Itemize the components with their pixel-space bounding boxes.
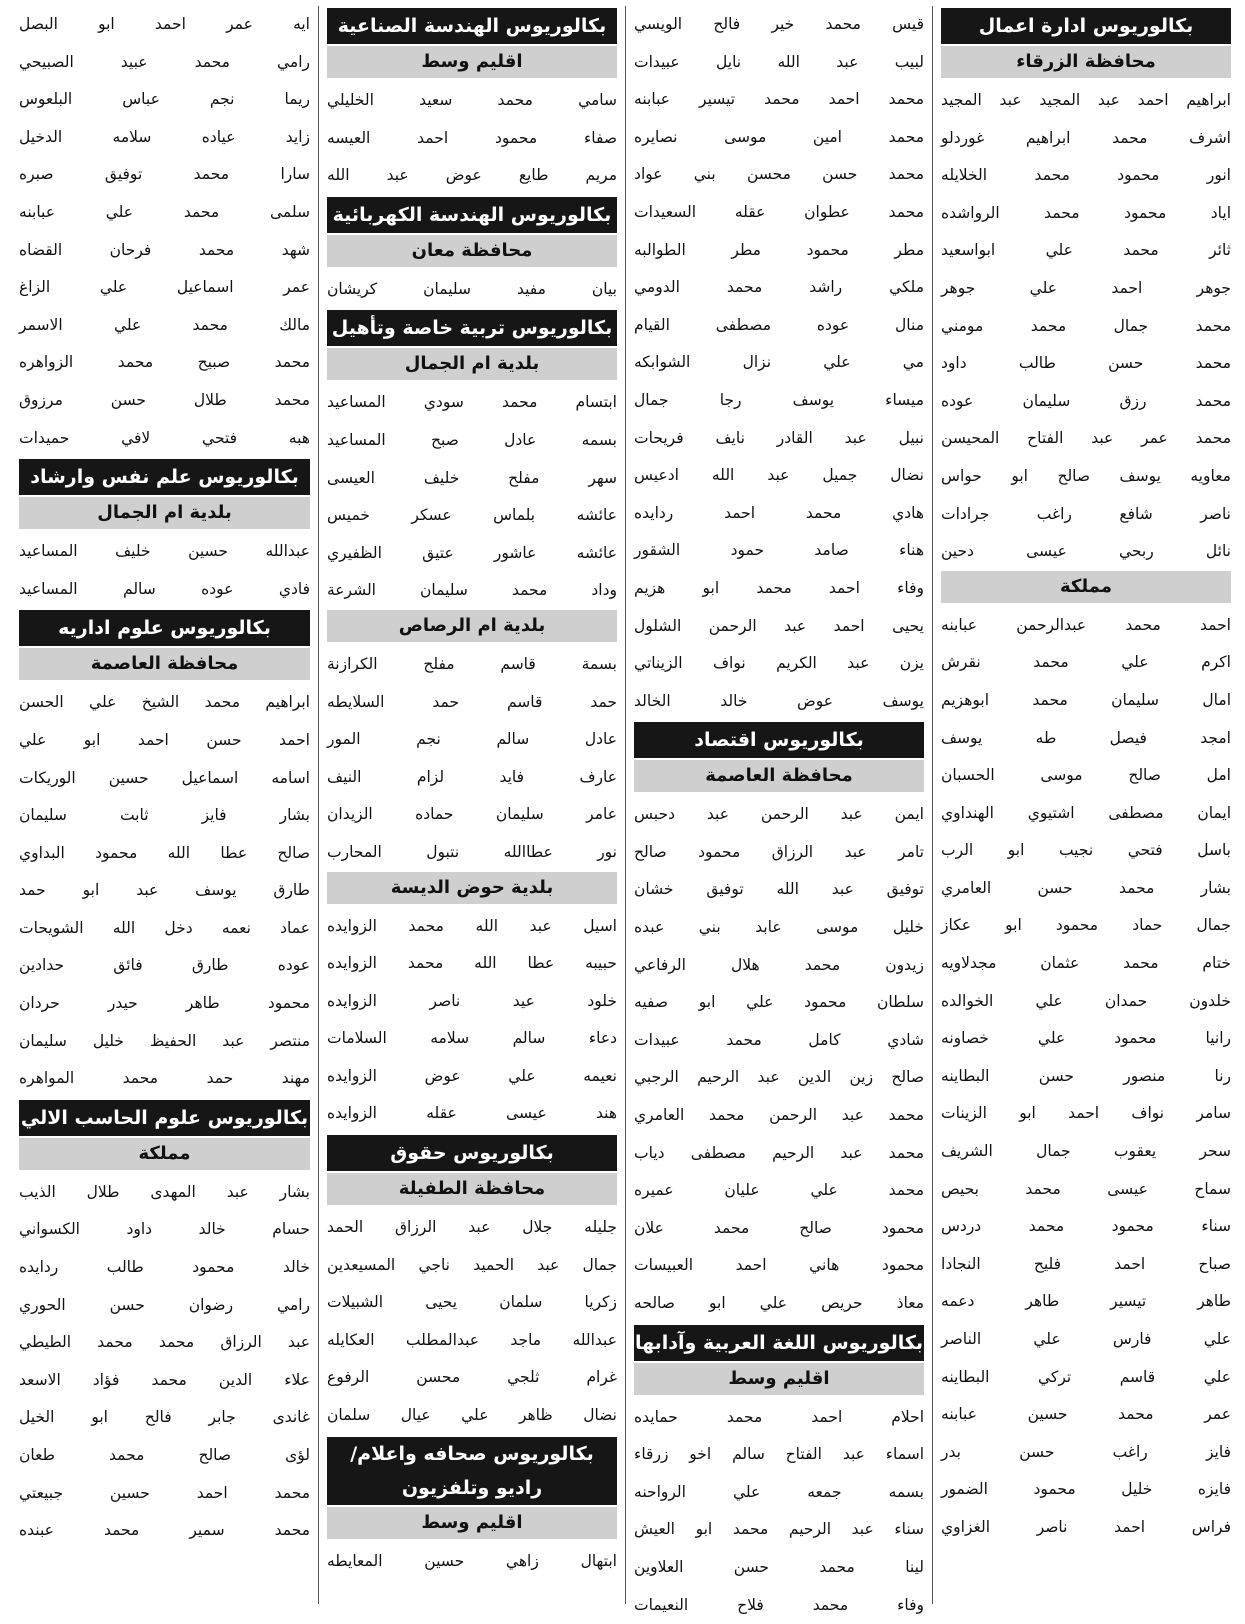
name-entry: محمود طاهر حيدر حردان bbox=[19, 994, 310, 1013]
name-entry: مهند حمد محمد المواهره bbox=[19, 1069, 310, 1088]
name-entry: دعاء سالم سلامه السلامات bbox=[327, 1029, 617, 1048]
name-entry: باسل فتحي نجيب ابو الرب bbox=[941, 841, 1231, 860]
name-entry: سلمى محمد علي عبابنه bbox=[19, 202, 310, 221]
name-entry: امال سليمان محمد ابوهزيم bbox=[941, 690, 1231, 709]
name-entry: انور محمود محمد الخلايله bbox=[941, 166, 1231, 185]
name-entry: محمد عبد الرحيم مصطفى دياب bbox=[634, 1143, 924, 1162]
name-entry: محمد رزق سليمان عوده bbox=[941, 391, 1231, 410]
section-heading: بكالوريوس حقوق bbox=[327, 1135, 617, 1171]
name-entry: توفيق عبد الله توفيق خشان bbox=[634, 880, 924, 899]
name-entry: محمد احمد حسين جبيعتي bbox=[19, 1483, 310, 1502]
name-entry: طارق يوسف عبد ابو حمد bbox=[19, 881, 310, 900]
name-entry: يحيى احمد عبد الرحمن الشلول bbox=[634, 616, 924, 635]
name-entry: وفاء محمد فلاح النعيمات bbox=[634, 1595, 924, 1614]
name-entry: وداد محمد سليمان الشرعة bbox=[327, 581, 617, 600]
column-3 bbox=[318, 6, 625, 1604]
name-entry: فايزه خليل محمود الضمور bbox=[941, 1480, 1231, 1499]
name-entry: ملكي راشد محمد الدومي bbox=[634, 278, 924, 297]
name-entry: محمد احمد محمد تيسير عبابنه bbox=[634, 90, 924, 109]
name-entry: رامي محمد عبيد الصبيحي bbox=[19, 52, 310, 71]
region-subheading: محافظة الطفيلة bbox=[327, 1173, 617, 1205]
name-entry: سامي محمد سعيد الخليلي bbox=[327, 91, 617, 109]
name-entry: زيدون محمد هلال الرفاعي bbox=[634, 955, 924, 974]
name-entry: غاندى جابر فالح ابو الخيل bbox=[19, 1408, 310, 1427]
name-entry: عادل سالم نجم المور bbox=[327, 730, 617, 749]
region-subheading: محافظة العاصمة bbox=[19, 648, 310, 680]
name-entry: زايد عياده سلامه الدخيل bbox=[19, 127, 310, 146]
region-subheading: محافظة العاصمة bbox=[634, 760, 924, 792]
name-entry: محمد عطوان عقله السعيدات bbox=[634, 202, 924, 221]
name-entry: نضال جميل عبد الله ادعيس bbox=[634, 466, 924, 485]
name-entry: سهر مفلح خليف العيسى bbox=[327, 468, 617, 487]
name-entry: عمر اسماعيل علي الزاغ bbox=[19, 278, 310, 297]
name-entry: رنا منصور حسن البطاينه bbox=[941, 1066, 1231, 1085]
name-entry: خليل موسى عابد بني عبده bbox=[634, 918, 924, 937]
name-entry: اشرف محمد ابراهيم غوردلو bbox=[941, 128, 1231, 147]
name-entry: خالد محمود طالب ردايده bbox=[19, 1258, 310, 1277]
name-entry: شهد محمد فرحان القضاه bbox=[19, 240, 310, 259]
column-1 bbox=[932, 6, 1239, 1604]
region-subheading: بلدية حوض الديسة bbox=[327, 872, 617, 904]
name-entry: احمد حسن احمد ابو علي bbox=[19, 730, 310, 749]
name-entry: يوسف عوض خالد الخالد bbox=[634, 691, 924, 710]
name-entry: بسمه عادل صبح المساعيد bbox=[327, 430, 617, 449]
name-entry: ايمان مصطفى اشتيوي الهنداوي bbox=[941, 803, 1231, 822]
name-entry: هبه فتحي لافي حميدات bbox=[19, 428, 310, 447]
name-entry: عبد الرزاق محمد محمد الطيطي bbox=[19, 1333, 310, 1352]
name-entry: عائشه عاشور عتيق الظفيري bbox=[327, 543, 617, 562]
name-entry: عامر سليمان حماده الزيدان bbox=[327, 805, 617, 824]
name-entry: رانيا محمود علي خصاونه bbox=[941, 1029, 1231, 1048]
name-entry: ابتهال زاهي حسين المعايطه bbox=[327, 1551, 617, 1570]
name-entry: اياد محمود محمد الرواشده bbox=[941, 203, 1231, 222]
name-entry: هادي محمد احمد ردايده bbox=[634, 503, 924, 522]
name-entry: لؤى صالح محمد طعان bbox=[19, 1446, 310, 1464]
name-entry: نور عطاالله نتبول المحارب bbox=[327, 842, 617, 861]
name-entry: محمد علي عليان عميره bbox=[634, 1181, 924, 1200]
section-heading: بكالوريوس ادارة اعمال bbox=[941, 8, 1231, 44]
name-entry: ابتسام محمد سودي المساعيد bbox=[327, 393, 617, 412]
region-subheading: اقليم وسط bbox=[327, 1507, 617, 1539]
name-entry: سحر يعقوب جمال الشريف bbox=[941, 1142, 1231, 1161]
name-entry: محمد عمر عبد الفتاح المحيسن bbox=[941, 429, 1231, 448]
name-entry: جليله جلال عبد الرزاق الحمد bbox=[327, 1218, 617, 1237]
name-entry: بسمه جمعه علي الرواحنه bbox=[634, 1482, 924, 1501]
section-heading: بكالوريوس الهندسة الكهربائية bbox=[327, 197, 617, 233]
name-entry: بشار عبد المهدى طلال الذيب bbox=[19, 1182, 310, 1201]
name-entry: محمد عبد الرحمن محمد العامري bbox=[634, 1106, 924, 1125]
name-entry: رامي رضوان حسن الحوري bbox=[19, 1295, 310, 1314]
name-entry: محمد حسن محسن بني عواد bbox=[634, 165, 924, 184]
name-entry: طاهر تيسير طاهر دعمه bbox=[941, 1292, 1231, 1311]
name-entry: صباح احمد فليح النجادا bbox=[941, 1254, 1231, 1273]
name-entry: اسماء عبد الفتاح سالم اخو زرقاء bbox=[634, 1445, 924, 1464]
section-heading: بكالوريوس علوم الحاسب الالي bbox=[19, 1100, 310, 1136]
name-entry: عبدالله حسين خليف المساعيد bbox=[19, 542, 310, 561]
name-entry: زكريا سلمان يحيى الشبيلات bbox=[327, 1293, 617, 1312]
section-heading: بكالوريوس الهندسة الصناعية bbox=[327, 8, 617, 44]
name-entry: منتصر عبد الحفيظ خليل سليمان bbox=[19, 1031, 310, 1050]
name-entry: يزن عبد الكريم نواف الزيناتي bbox=[634, 654, 924, 673]
name-entry: ايمن عبد الرحمن عبد دحبس bbox=[634, 805, 924, 824]
name-entry: سامر نواف احمد ابو الزينات bbox=[941, 1104, 1231, 1123]
name-entry: علاء الدين محمد فؤاد الاسعد bbox=[19, 1370, 310, 1389]
name-entry: صالح عطا الله محمود البداوي bbox=[19, 843, 310, 862]
name-entry: علي قاسم تركي البطاينه bbox=[941, 1367, 1231, 1386]
name-entry: غرام ثلجي محسن الرفوع bbox=[327, 1368, 617, 1387]
region-subheading: بلدية ام الجمال bbox=[327, 348, 617, 380]
name-entry: عمر محمد حسين عبابنه bbox=[941, 1405, 1231, 1424]
name-entry: فراس احمد ناصر الغزاوي bbox=[941, 1517, 1231, 1536]
name-entry: لبيب عبد الله نايل عبيدات bbox=[634, 52, 924, 71]
name-entry: سماح عيسى محمد بحيص bbox=[941, 1179, 1231, 1198]
name-entry: محمد حسن طالب داود bbox=[941, 354, 1231, 373]
name-entry: اسامه اسماعيل حسين الوريكات bbox=[19, 768, 310, 787]
name-entry: احمد محمد عبدالرحمن عبابنه bbox=[941, 615, 1231, 634]
name-entry: مالك محمد علي الاسمر bbox=[19, 315, 310, 334]
name-entry: بيان مفيد سليمان كريشان bbox=[327, 279, 617, 298]
name-entry: مي علي نزال الشوابكه bbox=[634, 353, 924, 372]
name-entry: سناء عبد الرحيم محمد ابو العيش bbox=[634, 1520, 924, 1539]
name-entry: عائشه بلماس عسكر خميس bbox=[327, 506, 617, 525]
name-entry: عارف فايد لزام النيف bbox=[327, 767, 617, 786]
section-heading: بكالوريوس اللغة العربية وآدابها bbox=[634, 1325, 924, 1361]
name-entry: ابراهيم محمد الشيخ علي الحسن bbox=[19, 693, 310, 712]
section-heading: بكالوريوس علم نفس وارشاد bbox=[19, 459, 310, 495]
name-entry: محمد صبيح محمد الزواهره bbox=[19, 353, 310, 372]
name-entry: محمد سمير محمد عبنده bbox=[19, 1521, 310, 1540]
name-entry: علي فارس علي الناصر bbox=[941, 1330, 1231, 1348]
name-entry: حمد قاسم حمد السلايطه bbox=[327, 692, 617, 711]
name-entry: نائل ربحي عيسى دحين bbox=[941, 542, 1231, 561]
name-entry: مطر محمود مطر الطوالبه bbox=[634, 240, 924, 259]
region-subheading: اقليم وسط bbox=[327, 46, 617, 78]
name-entry: محمود صالح محمد علان bbox=[634, 1218, 924, 1237]
name-entry: عبدالله ماجد عبدالمطلب العكايله bbox=[327, 1330, 617, 1349]
name-entry: هناء صامد حمود الشقور bbox=[634, 541, 924, 560]
name-entry: فادي عوده سالم المساعيد bbox=[19, 579, 310, 598]
name-entry: قيس محمد خير فالح الويسي bbox=[634, 15, 924, 33]
name-entry: جمال عبد الحميد ناجي المسيعدين bbox=[327, 1255, 617, 1274]
name-entry: ريما نجم عباس البلعوس bbox=[19, 90, 310, 109]
name-entry: بسمة قاسم مفلح الكرازنة bbox=[327, 654, 617, 673]
name-entry: سناء محمود محمد دردس bbox=[941, 1217, 1231, 1236]
name-entry: معاذ حريص علي ابو صالحه bbox=[634, 1294, 924, 1312]
name-entry: ابراهيم احمد عبد المجيد عبد المجيد bbox=[941, 91, 1231, 109]
name-entry: اسيل عبد الله محمد الزوايده bbox=[327, 916, 617, 935]
name-entry: صالح زين الدين عبد الرحيم الرجبي bbox=[634, 1068, 924, 1087]
name-entry: وفاء احمد محمد ابو هزيم bbox=[634, 578, 924, 597]
name-entry: فايز راغب حسن بدر bbox=[941, 1442, 1231, 1461]
region-subheading: اقليم وسط bbox=[634, 1363, 924, 1395]
name-entry: هند عيسى عقله الزوايده bbox=[327, 1104, 617, 1123]
column-2 bbox=[625, 6, 932, 1614]
name-entry: محمود هاني احمد العبيسات bbox=[634, 1256, 924, 1275]
name-entry: بشار محمد حسن العامري bbox=[941, 878, 1231, 897]
name-entry: جوهر احمد علي جوهر bbox=[941, 278, 1231, 297]
name-entry: سارا محمد توفيق صبره bbox=[19, 165, 310, 184]
region-subheading: محافظة الزرقاء bbox=[941, 46, 1231, 78]
name-entry: لينا محمد حسن العلاوين bbox=[634, 1557, 924, 1576]
name-entry: ناصر شافع راغب جرادات bbox=[941, 504, 1231, 523]
name-entry: ثائر محمد علي ابواسعيد bbox=[941, 241, 1231, 260]
name-entry: جمال حماد محمود ابو عكاز bbox=[941, 916, 1231, 935]
section-heading: بكالوريوس صحافه واعلام/ راديو وتلفزيون bbox=[327, 1437, 617, 1505]
name-entry: نعيمه علي عوض الزوايده bbox=[327, 1066, 617, 1085]
name-entry: خلدون حمدان علي الخوالده bbox=[941, 991, 1231, 1010]
name-entry: شادي كامل محمد عبيدات bbox=[634, 1030, 924, 1049]
name-entry: اكرم علي محمد نقرش bbox=[941, 653, 1231, 672]
name-entry: سلطان محمود علي ابو صفيه bbox=[634, 993, 924, 1012]
name-entry: نبيل عبد القادر نايف فريحات bbox=[634, 428, 924, 447]
region-subheading: بلدية ام الرصاص bbox=[327, 610, 617, 642]
section-heading: بكالوريوس تربية خاصة وتأهيل bbox=[327, 310, 617, 346]
name-entry: حسام خالد داود الكسواني bbox=[19, 1220, 310, 1239]
name-entry: محمد طلال حسن مرزوق bbox=[19, 390, 310, 409]
name-entry: بشار فايز ثابت سليمان bbox=[19, 806, 310, 825]
name-entry: ختام محمد عثمان مجدلاويه bbox=[941, 954, 1231, 973]
name-entry: محمد امين موسى نصايره bbox=[634, 127, 924, 146]
name-entry: مريم طايع عوض عبد الله bbox=[327, 166, 617, 185]
name-entry: امل صالح موسى الحسبان bbox=[941, 766, 1231, 785]
name-entry: ميساء يوسف رجا جمال bbox=[634, 390, 924, 409]
name-entry: صفاء محمود احمد العيسه bbox=[327, 128, 617, 147]
name-entry: نضال ظاهر علي عيال سلمان bbox=[327, 1406, 617, 1425]
name-entry: محمد جمال محمد مومني bbox=[941, 316, 1231, 335]
name-entry: معاويه يوسف صالح ابو حواس bbox=[941, 466, 1231, 485]
region-subheading: مملكة bbox=[19, 1138, 310, 1170]
name-entry: ايه عمر احمد ابو البصل bbox=[19, 15, 310, 33]
region-subheading: محافظة معان bbox=[327, 235, 617, 267]
name-entry: خلود عيد ناصر الزوايده bbox=[327, 991, 617, 1010]
name-entry: عوده طارق فائق حدادين bbox=[19, 956, 310, 975]
name-entry: منال عوده مصطفى القيام bbox=[634, 315, 924, 334]
section-heading: بكالوريوس علوم اداريه bbox=[19, 610, 310, 646]
region-subheading: بلدية ام الجمال bbox=[19, 497, 310, 529]
name-entry: امجد فيصل طه يوسف bbox=[941, 728, 1231, 747]
name-entry: عماد نعمه دخل الله الشويحات bbox=[19, 918, 310, 937]
column-4 bbox=[11, 6, 318, 1604]
region-subheading: مملكة bbox=[941, 571, 1231, 603]
section-heading: بكالوريوس اقتصاد bbox=[634, 722, 924, 758]
name-entry: تامر عبد الرزاق محمود صالح bbox=[634, 842, 924, 861]
name-entry: احلام احمد محمد حمايده bbox=[634, 1407, 924, 1426]
name-entry: حبيبه عطا الله محمد الزوايده bbox=[327, 954, 617, 973]
